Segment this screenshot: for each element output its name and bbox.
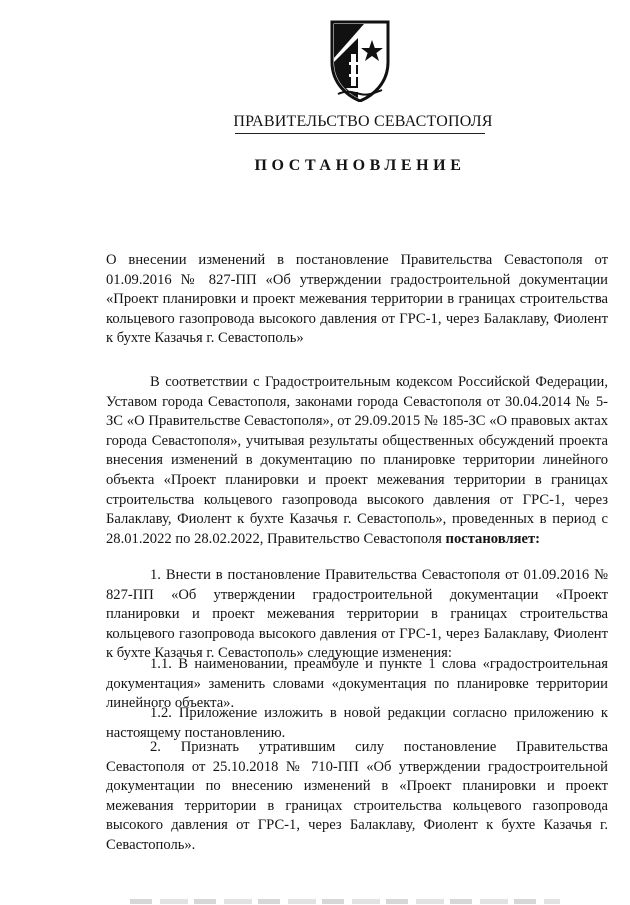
item-1-1-paragraph: 1.1. В наименовании, преамбуле и пункте 1 слова «градостроительная документация» заменить словами «документация по планировке территории линейного объекта». xyxy=(106,656,608,712)
document-type-heading xyxy=(0,157,630,175)
document-type: ПОСТАНОВЛЕНИЕ xyxy=(254,157,466,174)
decree-word: постановляет: xyxy=(445,530,540,547)
item-2-paragraph: 2. Признать утратившим силу постановление Правительства Севастополя от 25.10.2018 № 710-ПП «Об утверждении градостроительной документации по внесению изменений в «Проект планировки и проект межевания территории в границах строительства кольцевого газопровода высокого давления от ГРС-1, через Балаклаву, Фиолент к бухте Казачья г. Севастополь». xyxy=(106,739,608,853)
preamble-text: В соответствии с Градостроительным кодексом Российской Федерации, Уставом города Севастополя, законами города Севастополя от 30.04.2014 № 5-ЗС «О Правительстве Севастополя», от 29.09.2015 № 185-ЗС «О правовых актах города Севастополя», учитывая результаты общественных обсуждений проекта внесения изменений в документацию по планировке территории линейного объекта «Проект планировки и проект межевания территории в границах строительства кольцевого газопровода высокого давления от ГРС-1, через Балаклаву, Фиолент к бухте Казачья г. Севастополь», проведенных в период с 28.01.2022 по 28.02.2022, Правительство Севастополя xyxy=(106,374,608,547)
subject-paragraph: О внесении изменений в постановление Правительства Севастополя от 01.09.2016 № 827-ПП «Об утверждении градостроительной документации «Проект планировки и проект межевания территории в границах строительства кольцевого газопровода высокого давления от ГРС-1, через Балаклаву, Фиолент к бухте Казачья г. Севастополь» xyxy=(106,252,608,347)
organization-name: ПРАВИТЕЛЬСТВО СЕВАСТОПОЛЯ xyxy=(233,113,493,130)
page-cutoff-line xyxy=(130,899,560,904)
item-1-2-paragraph: 1.2. Приложение изложить в новой редакции согласно приложению к настоящему постановлению. xyxy=(106,705,608,741)
sevastopol-coat-of-arms-icon xyxy=(328,18,392,102)
title-underline xyxy=(235,133,485,134)
preamble-paragraph xyxy=(106,373,608,549)
organization-title xyxy=(0,113,630,131)
item-1-paragraph: 1. Внести в постановление Правительства Севастополя от 01.09.2016 № 827-ПП «Об утверждении градостроительной документации «Проект планировки и проект межевания территории в границах строительства кольцевого газопровода высокого давления от ГРС-1, через Балаклаву, Фиолент к бухте Казачья г. Севастополь» следующие изменения: xyxy=(106,567,608,662)
